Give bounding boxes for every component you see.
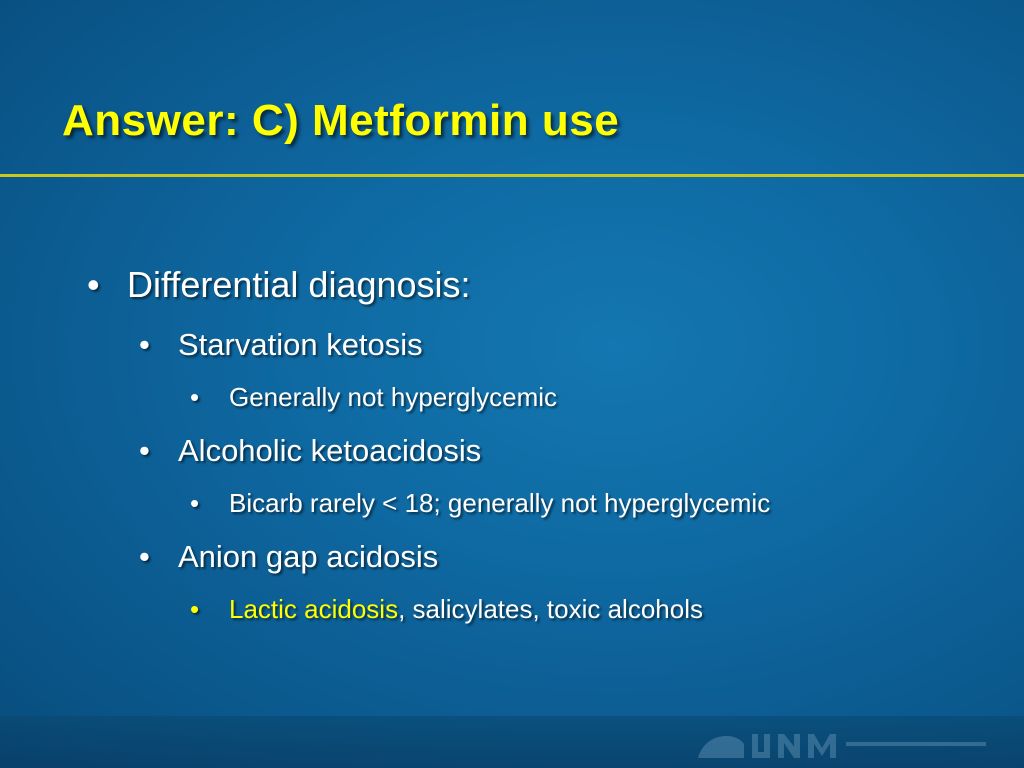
footer-watermark-logo-icon	[694, 724, 994, 764]
bullet-glyph: •	[190, 594, 200, 624]
bullet-text: Alcoholic ketoacidosis	[178, 433, 482, 468]
bullet-text-rest: , salicylates, toxic alcohols	[398, 594, 703, 624]
bullet-glyph: •	[139, 539, 150, 574]
bullet-glyph: •	[139, 327, 150, 362]
bullet-glyph: •	[139, 433, 150, 468]
bullet-glyph: •	[190, 488, 200, 518]
bullet-text: Generally not hyperglycemic	[229, 382, 558, 412]
bullet-text: Starvation ketosis	[178, 327, 423, 362]
slide-title: Answer: C) Metformin use	[62, 96, 620, 145]
bullet-glyph: •	[87, 264, 100, 305]
bullet-text: Bicarb rarely < 18; generally not hyperglycemic	[229, 488, 771, 518]
bullet-glyph: •	[190, 382, 200, 412]
bullet-text: Differential diagnosis:	[127, 264, 471, 305]
bullet-text: Anion gap acidosis	[178, 539, 439, 574]
lactic-acidosis-highlight: Lactic acidosis	[229, 594, 399, 624]
bullet-text-group	[229, 594, 703, 625]
